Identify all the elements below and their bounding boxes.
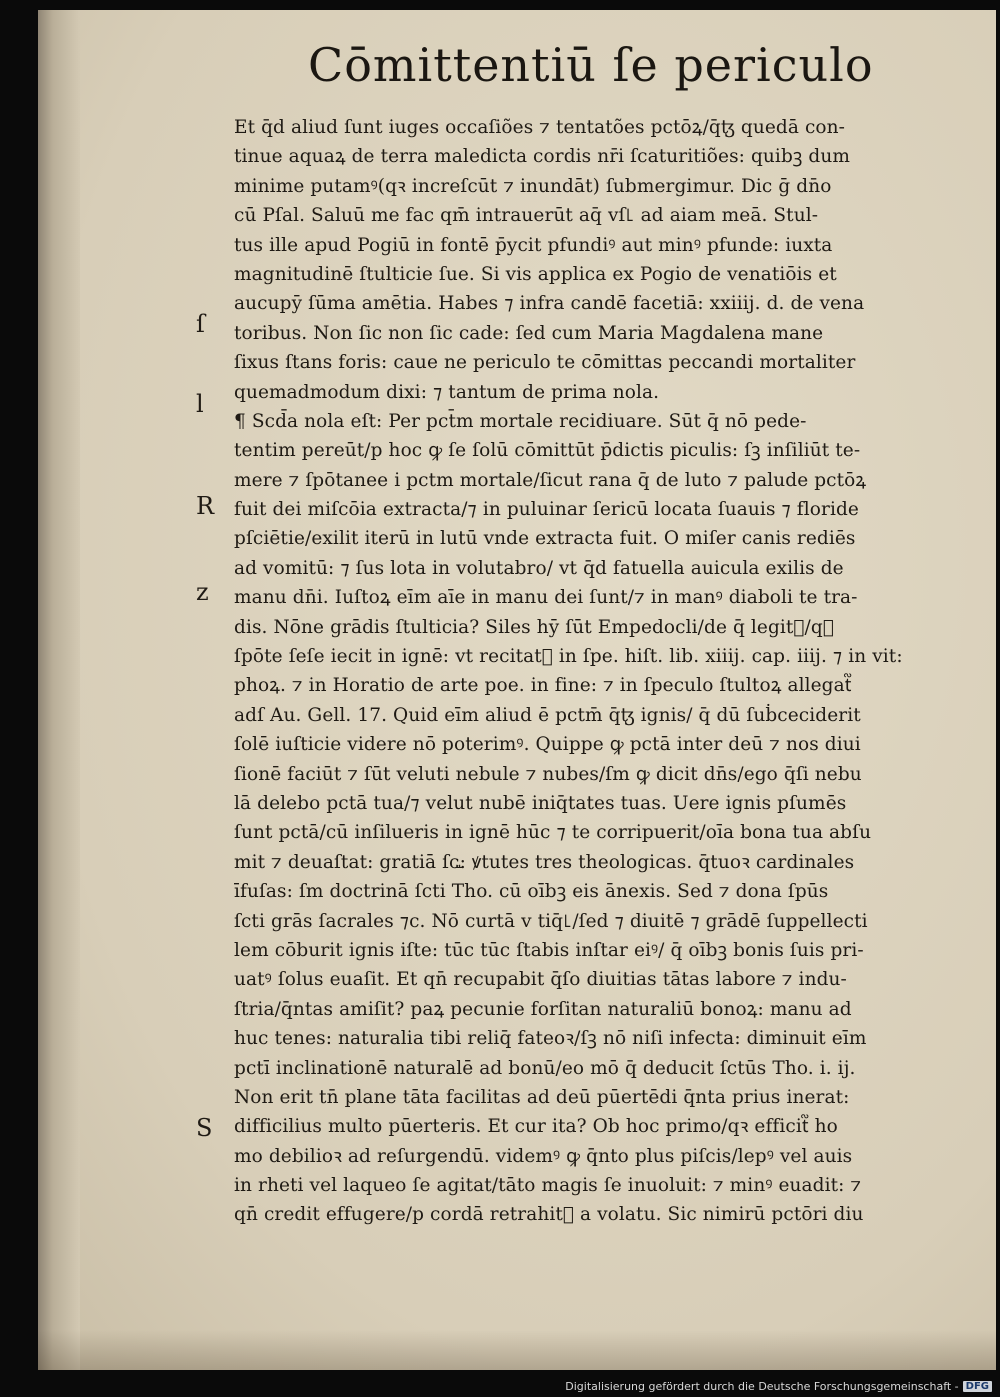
text-line: mo debilioꝛ ad reſurgendū. videmꝰ ꝙ q̄nto plus piſcis/lepꝰ vel auis — [234, 1145, 853, 1167]
text-line: ſpōte ſeſe iecit in ignē: vt recitat᷑ in ſpe. hiſt. lib. xiiij. cap. iiij. ⁊ in vit: — [234, 646, 903, 668]
text-line: Et q̄d aliud ſunt iuges occaſiões ⁊ tentatões pctōꝝ/q̄ꜩ quedā con‑ — [234, 117, 846, 138]
text-line: pſciētie/exilit iterū in lutū vnde extracta fuit. O miſer canis rediēs — [234, 528, 856, 550]
text-line: tus ille apud Pogiū in fontē p̄ycit pfundiꝰ aut minꝰ pfunde: iuxta — [234, 234, 833, 256]
text-line: ſionē faciūt ⁊ ſūt veluti nebule ⁊ nubes/ſm ꝙ dicit dn̄s/ego q̄ſi nebu — [234, 763, 862, 785]
dfg-logo: DFG — [963, 1381, 992, 1392]
text-line: lem cōburit ignis iſte: tūc tūc ſtabis inſtar eiꝰ/ q̄ oībꝫ bonis ſuis pri‑ — [234, 939, 864, 961]
text-line: ad vomitū: ⁊ ſus lota in volutabro/ vt q̄d fatuella auicula exilis de — [234, 557, 844, 579]
text-line: tinue aquaꝝ de terra maledicta cordis nr̄i ſcaturitiões: quibꝫ dum — [234, 146, 851, 168]
margin-note-2: l — [196, 390, 204, 418]
text-line: ſixus ſtans foris: caue ne periculo te cōmittas peccandi mortaliter — [234, 352, 856, 374]
text-line: fuit dei miſcōia extracta/⁊ in puluinar ſericū locata ſuauis ⁊ floride — [234, 499, 859, 521]
book-page — [38, 10, 996, 1370]
text-line: ſolē iuſticie videre nō poterimꝰ. Quippe ꝙ pctā inter deū ⁊ nos diui — [234, 734, 861, 756]
text-line: mere ⁊ ſpōtanee i pctm mortale/ſicut rana q̄ de luto ⁊ palude pctōꝝ — [234, 469, 867, 491]
text-line: ¶ Scd̄a nola eſt: Per pct̄m mortale recidiuare. Sūt q̄ nō pede‑ — [234, 410, 807, 432]
text-line: aucupȳ ſūma amētia. Habes ⁊ infra candē facetiā: xxiiij. d. de vena — [234, 293, 865, 315]
text-line: mit ⁊ deuaſtat: gratiā ſc꜡: ꝟtutes tres theologicas. q̄tuoꝛ cardinales — [234, 851, 855, 873]
page-edge-shadow — [38, 1330, 996, 1370]
page-header: Cōmittentiū ſe periculo — [308, 38, 874, 92]
text-line: difficilius multo pūerteris. Et cur ita? Ob hoc primo/qꝛ efficit᷑ ho — [234, 1116, 838, 1138]
text-line: minime putamꝰ(qꝛ increſcūt ⁊ inundāt) ſubmergimur. Dic ḡ dn̄o — [234, 175, 832, 197]
text-line: tentim pereūt/p hoc ꝙ ſe ſolū cōmittūt p̄dictis piculis: ſꝫ inſiliūt te‑ — [234, 440, 861, 462]
text-line: dis. Nōne grādis ſtulticia? Siles hȳ ſūt Empedocli/de q̄ legit᷑/qꝛ — [234, 616, 835, 638]
text-line: lā delebo pctā tua/⁊ velut nubē iniq̄tates tuas. Uere ignis pſumēs — [234, 792, 847, 814]
text-line: huc tenes: naturalia tibi reliq̄ fateoꝛ/ſꝫ nō niſi infecta: diminuit eīm — [234, 1028, 867, 1050]
text-line: uatꝰ ſolus euaſit. Et qn̄ recupabit q̄ſo diuitias tātas labore ⁊ indu‑ — [234, 969, 847, 991]
text-line: in rheti vel laqueo ſe agitat/tāto magis ſe inuoluit: ⁊ minꝰ euadit: ⁊ — [234, 1175, 862, 1197]
text-line: ſcti grās ſacrales ⁊c. Nō curtā v tiq̄꜖/ſed ⁊ diuitē ⁊ grādē ſuppellecti — [234, 910, 868, 932]
margin-note-3: R — [196, 492, 215, 520]
text-line: phoꝝ. ⁊ in Horatio de arte poe. in fine: ⁊ in ſpeculo ſtultoꝝ allegat᷑ — [234, 675, 852, 697]
text-line: manu dn̄i. Iuſtoꝝ eīm aīe in manu dei ſunt/⁊ in manꝰ diaboli te tra‑ — [234, 587, 858, 609]
digitization-footer — [565, 1380, 992, 1393]
text-line: quemadmodum dixi: ⁊ tantum de prima nola. — [234, 381, 660, 403]
text-line: ſtria/q̄ntas amiſit? paꝝ pecunie forſitan naturaliū bonoꝝ: manu ad — [234, 998, 852, 1020]
text-line: īfuſas: ſm doctrinā ſcti Tho. cū oībꝫ eis ānexis. Sed ⁊ dona ſpūs — [234, 881, 829, 903]
margin-note-4: z — [196, 578, 209, 606]
text-line: pctī inclinationē naturalē ad bonū/eo mō q̄ deducit ſctūs Tho. i. ij. — [234, 1057, 856, 1079]
text-line: adſ Au. Gell. 17. Quid eīm aliud ē pctm̄ q̄ꜩ ignis/ q̄ dū ſuḃceciderit — [234, 704, 861, 726]
text-line: cū Pſal. Saluū me fac qm̄ intrauerūt aq̄ vſ꜖ ad aiam meā. Stul‑ — [234, 205, 819, 227]
page-gutter — [38, 10, 80, 1370]
text-line: ſunt pctā/cū inſilueris in ignē hūc ⁊ te corripuerit/oīa bona tua abſu — [234, 822, 872, 844]
text-line: Non erit tn̄ plane tāta facilitas ad deū pūertēdi q̄nta prius inerat: — [234, 1086, 850, 1108]
text-line: toribus. Non ſic non ſic cade: ſed cum Maria Magdalena mane — [234, 322, 824, 344]
body-text — [234, 113, 980, 1230]
margin-note-1: ſ — [196, 310, 205, 338]
text-line: magnitudinē ſtulticie ſue. Si vis applica ex Pogio de venatiōis et — [234, 263, 837, 285]
margin-note-5: S — [196, 1114, 213, 1142]
text-line: qn̄ credit effugere/p cordā retrahit᷑ a volatu. Sic nimirū pctōri diu — [234, 1204, 864, 1226]
footer-credit: Digitalisierung gefördert durch die Deutsche Forschungsgemeinschaft - — [565, 1380, 959, 1393]
